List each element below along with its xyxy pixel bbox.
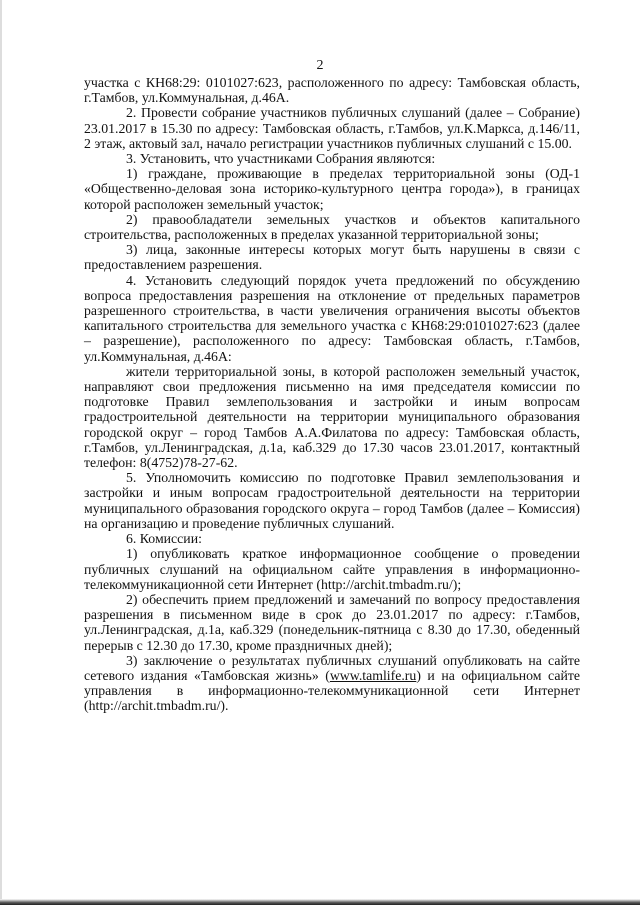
- document-body: [84, 75, 580, 714]
- paragraph-6-3: [84, 653, 580, 714]
- paragraph-4: 4. Установить следующий порядок учета предложений по обсуждению вопроса предоставления разрешения на отклонение от предельных параметров разрешенного строительства, в части увеличения ограничения высоты объектов капитального строительства для земельного участка с КН68:29:0101027:623 (далее – разрешение), расположенного по адресу: Тамбовская область, г.Тамбов, ул.Коммунальная, д.46А:: [84, 272, 580, 364]
- paragraph-3-3: 3) лица, законные интересы которых могут быть нарушены в связи с предоставлением разрешения.: [84, 242, 580, 273]
- paragraph-3-2: 2) правообладатели земельных участков и объектов капитального строительства, расположенных в пределах указанной территориальной зоны;: [84, 211, 580, 243]
- scan-border-left: [0, 0, 2, 905]
- paragraph-5: 5. Уполномочить комиссию по подготовке Правил землепользования и застройки и иным вопросам градостроительной деятельности на территории муниципального образования городского округа – город Тамбов (далее – Комиссия) на организацию и проведение публичных слушаний.: [84, 470, 580, 531]
- paragraph-2: 2. Провести собрание участников публичных слушаний (далее – Собрание) 23.01.2017 в 15.30 по адресу: Тамбовская область, г.Тамбов, ул.К.Маркса, д.146/11, 2 этаж, актовый зал, начало регистрации участников публичных слушаний с 15.00.: [84, 105, 580, 151]
- paragraph-6-3-after: ) и на официальном сайте управления в информационно-телекоммуникационной сети Интернет (http://archit.tmbadm.ru/).: [84, 667, 580, 714]
- paragraph-3: 3. Установить, что участниками Собрания являются:: [126, 151, 436, 167]
- page-number: 2: [316, 58, 324, 73]
- paragraph-6: 6. Комиссии:: [126, 531, 202, 547]
- paragraph-6-1: 1) опубликовать краткое информационное сообщение о проведении публичных слушаний на официальном сайте управления в информационно-телекоммуникационной сети Интернет (http://archit.tmbadm.ru/);: [84, 546, 580, 592]
- paragraph-1: участка с КН68:29: 0101027:623, расположенного по адресу: Тамбовская область, г.Тамбов, ул.Коммунальная, д.46А.: [84, 75, 580, 106]
- paragraph-6-3-before: 3) заключение о результатах публичных слушаний опубликовать на сайте сетевого издания «Тамбовская жизнь» (: [84, 652, 580, 683]
- paragraph-4-residents: жители территориальной зоны, в которой расположен земельный участок, направляют свои предложения письменно на имя председателя комиссии по подготовке Правил землепользования и застройки и иным вопросам градостроительной деятельности на территории муниципального образования городской округ – город Тамбов А.А.Филатова по адресу: Тамбовская область, г.Тамбов, ул.Ленинградская, д.1а, каб.329 до 17.30 часов 23.01.2017, контактный телефон: 8(4752)78-27-62.: [84, 363, 580, 471]
- paragraph-6-2: 2) обеспечить прием предложений и замечаний по вопросу предоставления разрешения в письменном виде в срок до 23.01.2017 по адресу: г.Тамбов, ул.Ленинградская, д.1а, каб.329 (понедельник-пятница с 8.30 до 17.30, обеденный перерыв с 12.30 до 17.30, кроме праздничных дней);: [84, 591, 580, 653]
- scan-border-bottom: [0, 899, 640, 905]
- tamlife-link[interactable]: www.tamlife.ru: [329, 667, 417, 683]
- paragraph-3-1: 1) граждане, проживающие в пределах территориальной зоны (ОД-1 «Общественно-деловая зона историко-культурного центра города»), в границах которой расположен земельный участок;: [84, 166, 580, 212]
